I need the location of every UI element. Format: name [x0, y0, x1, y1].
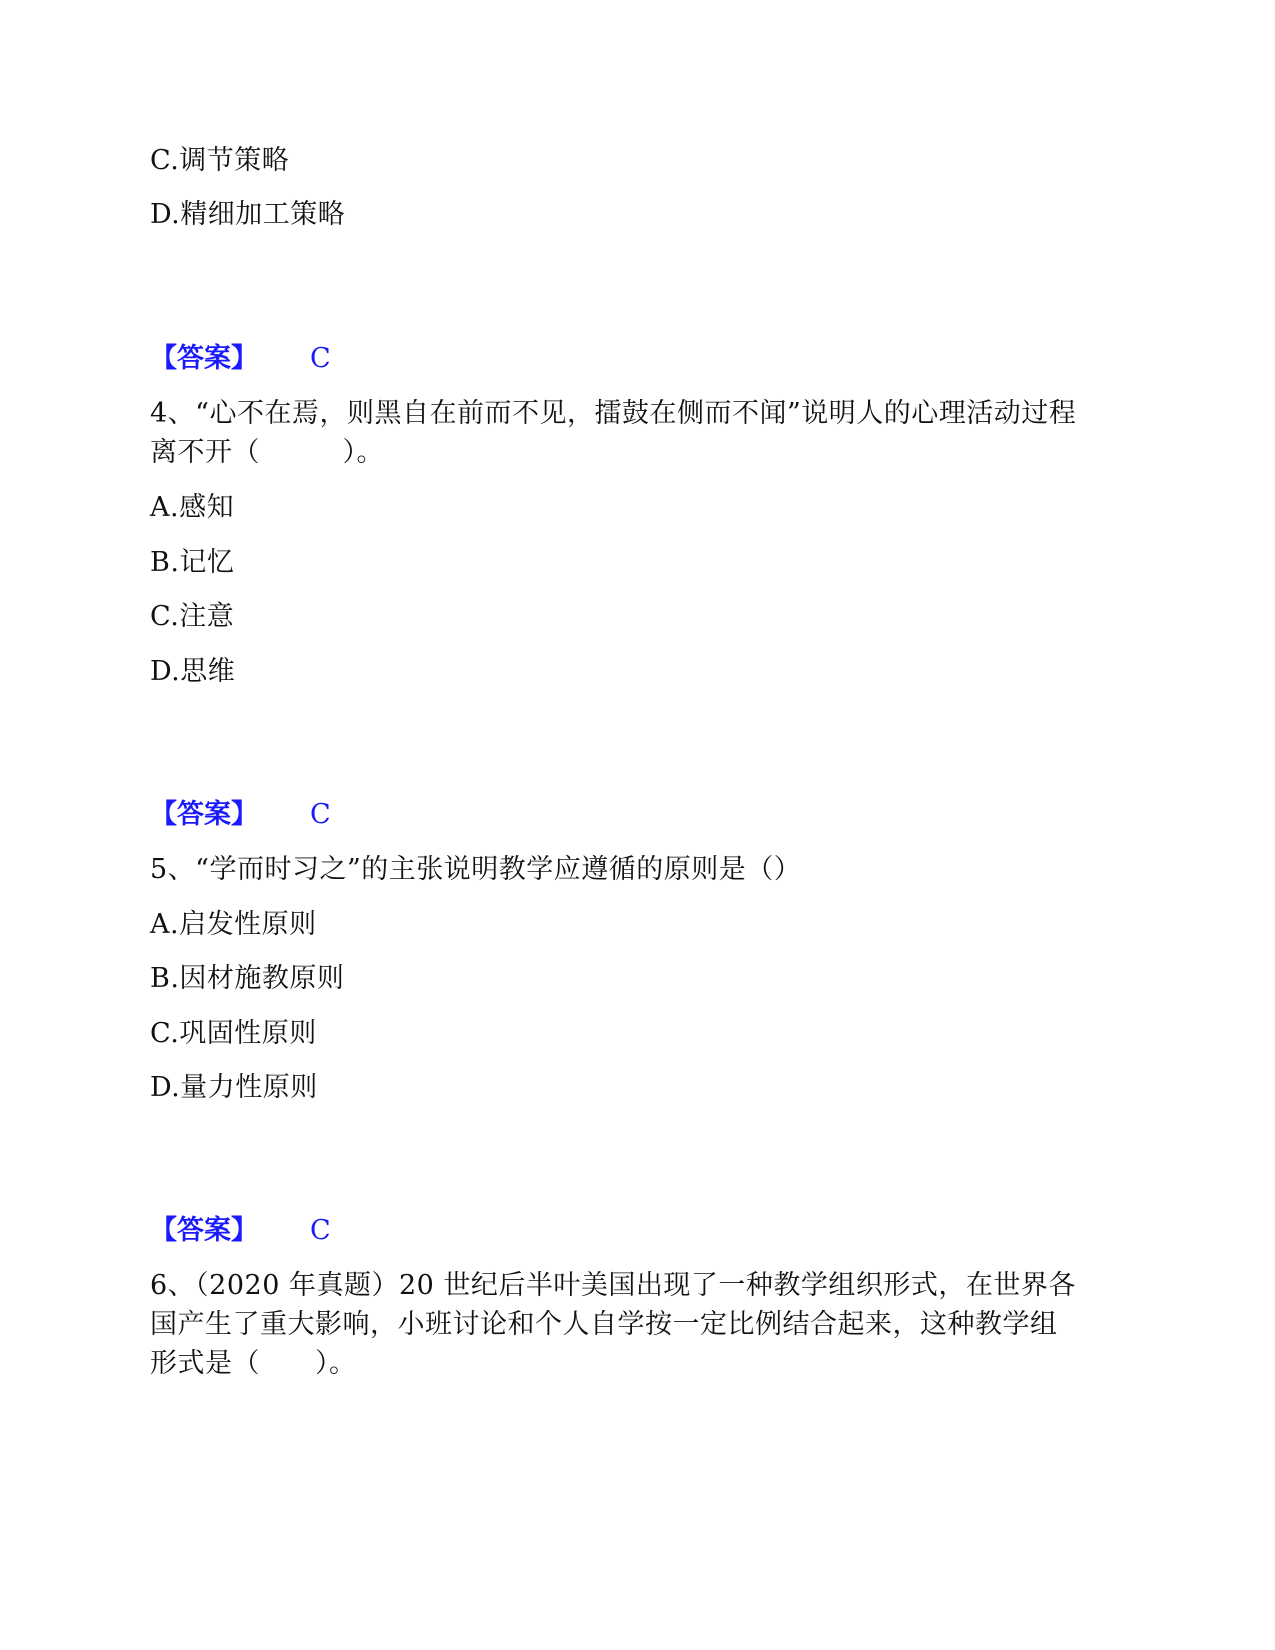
q6-stem-line3: 形式是（ ）。 [150, 1348, 357, 1379]
answer-label: 【答案】 [150, 343, 258, 374]
q4-option-b: B.记忆 [150, 547, 235, 578]
q3-answer [150, 341, 331, 377]
q5-option-d: D.量力性原则 [150, 1072, 318, 1103]
q5-answer [150, 1213, 331, 1249]
q4-option-c: C.注意 [150, 601, 235, 632]
answer-label: 【答案】 [150, 799, 258, 830]
q6-stem-line2: 国产生了重大影响，小班讨论和个人自学按一定比例结合起来，这种教学组 [150, 1309, 1058, 1340]
answer-label: 【答案】 [150, 1215, 258, 1246]
q3-option-d-text: D.精细加工策略 [150, 199, 346, 230]
q4-stem-line2: 离不开（ ）。 [150, 437, 384, 468]
q4-option-a: A.感知 [150, 492, 235, 523]
q5-option-a: A.启发性原则 [150, 909, 317, 940]
answer-value: C [310, 799, 331, 830]
q3-option-c-text: C.调节策略 [150, 145, 290, 176]
q5-option-c: C.巩固性原则 [150, 1018, 317, 1049]
q4-option-d: D.思维 [150, 656, 236, 687]
q4-answer [150, 797, 331, 833]
answer-value: C [310, 343, 331, 374]
q5-option-b: B.因材施教原则 [150, 963, 345, 994]
answer-value: C [310, 1215, 331, 1246]
q6-stem-line1: 6、（2020 年真题）20 世纪后半叶美国出现了一种教学组织形式，在世界各 [150, 1270, 1076, 1301]
q4-stem-line1: 4、“心不在焉，则黑自在前而不见，擂鼓在侧而不闻”说明人的心理活动过程 [150, 398, 1077, 429]
q5-stem: 5、“学而时习之”的主张说明教学应遵循的原则是（） [150, 854, 802, 885]
